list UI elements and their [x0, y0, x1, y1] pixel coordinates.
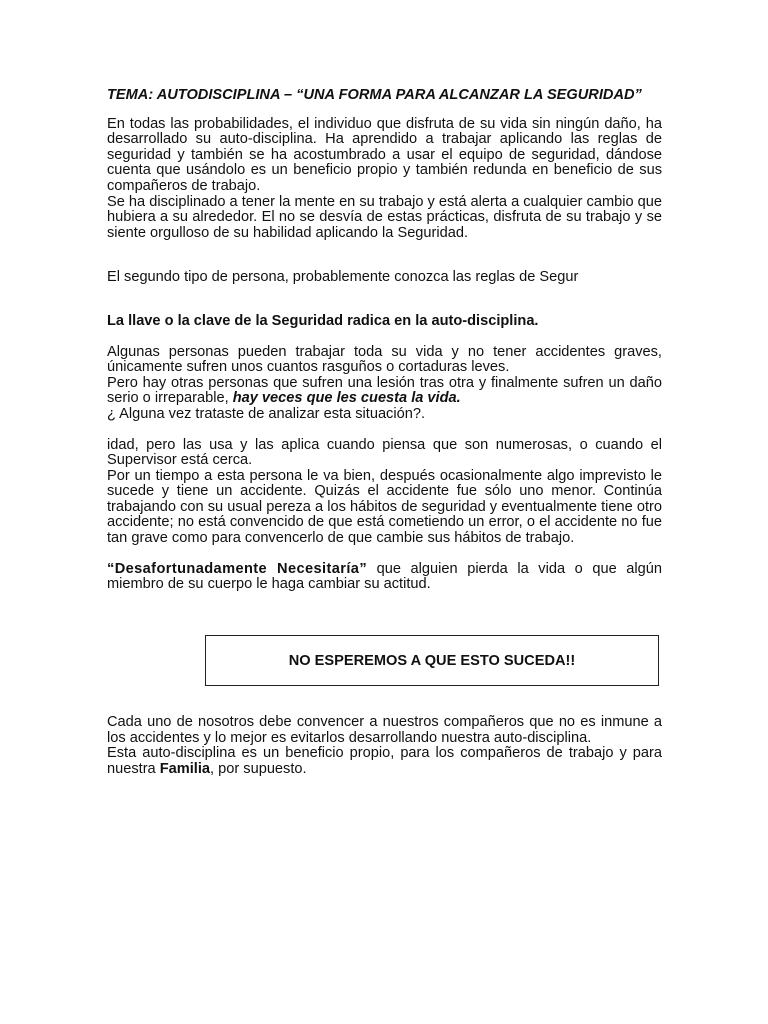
- paragraph-5: [107, 376, 662, 407]
- paragraph-11: [107, 746, 662, 777]
- closing-section: [107, 715, 662, 777]
- paragraph-6: ¿ Alguna vez trataste de analizar esta situación?.: [107, 405, 426, 422]
- paragraph-11-emphasis: Familia: [159, 760, 211, 777]
- callout-box: NO ESPEREMOS A QUE ESTO SUCEDA!!: [205, 635, 659, 686]
- spacer: [107, 241, 662, 270]
- spacer: [107, 547, 662, 562]
- paragraph-5-emphasis: hay veces que les cuesta la vida.: [232, 390, 461, 407]
- paragraph-1: En todas las probabilidades, el individuo que disfruta de su vida sin ningún daño, ha desarrollado su auto-disciplina. Ha aprendido a trabajar aplicando las reglas de seguridad y también se ha acostumbrado a usar el equipo de seguridad, dándose cuenta que usándolo es un beneficio propio y también redunda en beneficio de sus compañeros de trabajo.: [107, 115, 662, 194]
- paragraph-5-text: Pero hay otras personas que sufren una lesión tras otra y finalmente sufren un daño serio o irreparable,: [107, 374, 662, 407]
- paragraph-2: Se ha disciplinado a tener la mente en su trabajo y está alerta a cualquier cambio que hubiera a su alrededor. El no se desvía de estas prácticas, disfruta de su trabajo y se siente orgulloso de su habilidad aplicando la Seguridad.: [107, 193, 662, 241]
- paragraph-10: Cada uno de nosotros debe convencer a nuestros compañeros que no es inmune a los accidentes y lo mejor es evitarlos desarrollando nuestra auto-disciplina.: [107, 714, 662, 746]
- spacer: [107, 330, 662, 345]
- spacer: [107, 423, 662, 438]
- paragraph-4: Algunas personas pueden trabajar toda su vida y no tener accidentes graves, únicamente sufren unos cuantos rasguños o cortaduras leves.: [107, 343, 662, 376]
- spacer: [107, 286, 662, 314]
- paragraph-11-tail: , por supuesto.: [210, 760, 307, 777]
- paragraph-8: Por un tiempo a esta persona le va bien, después ocasionalmente algo imprevisto le sucede y tiene un accidente. Quizás el accidente fue sólo uno menor. Continúa trabajando con su usual pereza a los hábitos de seguridad y eventualmente tiene otro accidente; no está convencido de que está cometiendo un error, o el accidente no fue tan grave como para convencerlo de que cambie sus hábitos de trabajo.: [107, 467, 662, 547]
- paragraph-7: idad, pero las usa y las aplica cuando piensa que son numerosas, o cuando el Supervisor está cerca.: [107, 436, 662, 469]
- paragraph-3: El segundo tipo de persona, probablemente conozca las reglas de Segur: [107, 269, 579, 286]
- paragraph-9-emphasis: “Desafortunadamente Necesitaría”: [107, 560, 368, 577]
- document-title: TEMA: AUTODISCIPLINA – “UNA FORMA PARA ALCANZAR LA SEGURIDAD”: [107, 87, 642, 103]
- section-heading: La llave o la clave de la Seguridad radica en la auto-disciplina.: [107, 312, 539, 329]
- document-body: [107, 88, 662, 593]
- paragraph-11-text: Esta auto-disciplina es un beneficio propio, para los compañeros de trabajo y para nuestra: [107, 745, 662, 777]
- paragraph-9: [107, 562, 662, 593]
- paragraph-9-text: que alguien pierda la vida o que algún miembro de su cuerpo le haga cambiar su actitud.: [107, 560, 662, 593]
